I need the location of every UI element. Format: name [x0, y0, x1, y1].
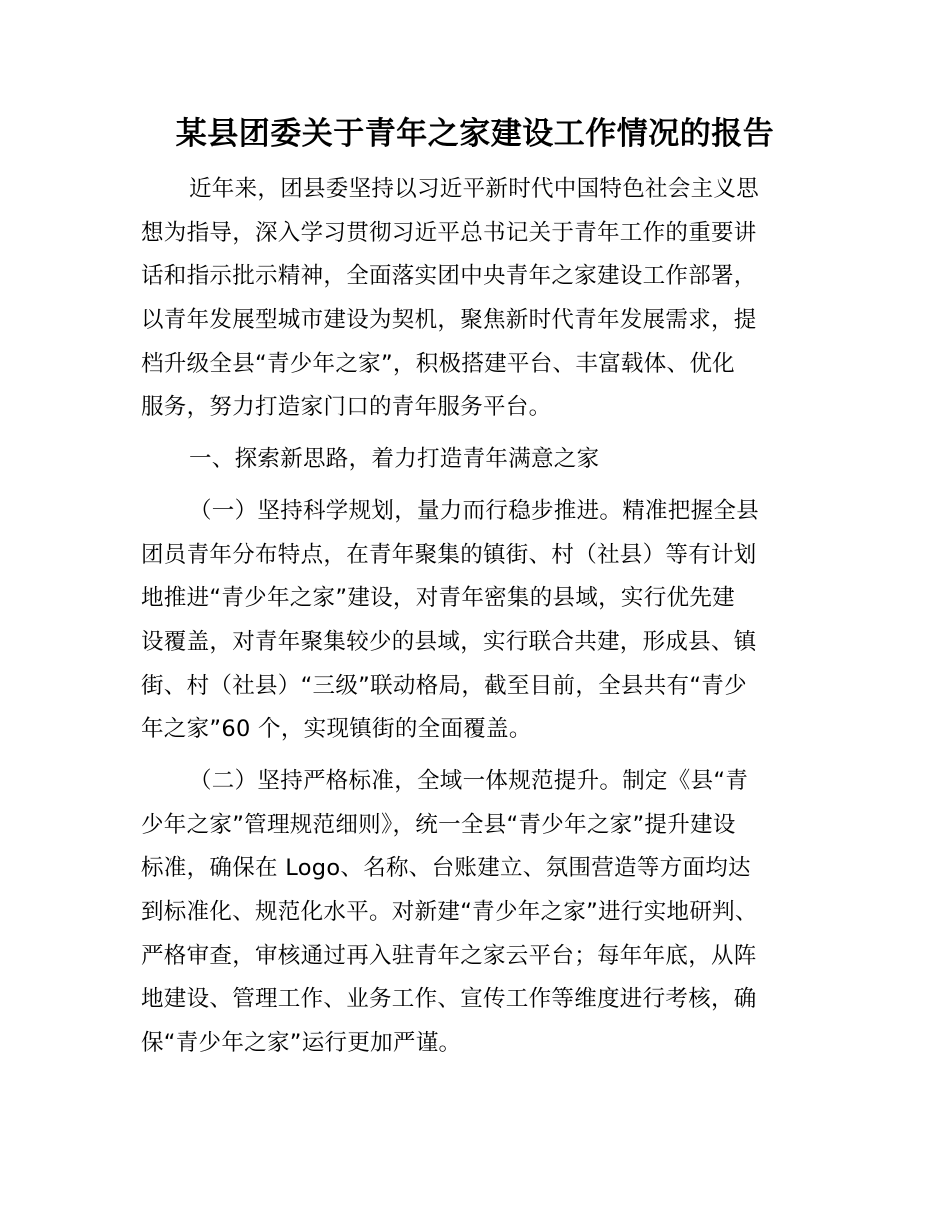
text-line: 设覆盖，对青年聚集较少的县域，实行联合共建，形成县、镇	[141, 628, 757, 655]
subsection-paragraph-2	[141, 760, 813, 1066]
section-heading	[141, 438, 813, 482]
text-line: 以青年发展型城市建设为契机，聚焦新时代青年发展需求，提	[141, 307, 757, 334]
text-line: 标准，确保在 Logo、名称、台账建立、氛围营造等方面均达	[141, 855, 751, 882]
subsection-paragraph-1	[141, 490, 813, 752]
text-line: 团员青年分布特点，在青年聚集的镇街、村（社县）等有计划	[141, 541, 757, 568]
text-line: 地建设、管理工作、业务工作、宣传工作等维度进行考核，确	[141, 986, 757, 1013]
text-line: 严格审查，审核通过再入驻青年之家云平台；每年年底，从阵	[141, 942, 757, 969]
text-line: 一、探索新思路，着力打造青年满意之家	[189, 446, 600, 473]
text-line: 街、村（社县）“三级”联动格局，截至目前，全县共有“青少	[141, 672, 747, 699]
document-title: 某县团委关于青年之家建设工作情况的报告	[175, 116, 775, 152]
text-line: 到标准化、规范化水平。对新建“青少年之家”进行实地研判、	[141, 899, 758, 925]
text-line: 服务，努力打造家门口的青年服务平台。	[141, 394, 552, 421]
text-line: （一）坚持科学规划，量力而行稳步推进。精准把握全县	[189, 497, 760, 524]
text-line: 想为指导，深入学习贯彻习近平总书记关于青年工作的重要讲	[141, 219, 757, 246]
text-line: 话和指示批示精神，全面落实团中央青年之家建设工作部署，	[141, 263, 757, 290]
text-line: 年之家”60 个，实现镇街的全面覆盖。	[141, 716, 532, 743]
text-line: 地推进“青少年之家”建设，对青年密集的县域，实行优先建	[141, 585, 735, 612]
text-line: 档升级全县“青少年之家”，积极搭建平台、丰富载体、优化	[141, 350, 735, 377]
text-line: 少年之家”管理规范细则》，统一全县“青少年之家”提升建设	[141, 811, 736, 838]
text-line: （二）坚持严格标准，全域一体规范提升。制定《县“青	[189, 767, 749, 794]
text-line: 保“青少年之家”运行更加严谨。	[141, 1030, 462, 1057]
document-body	[141, 168, 813, 1066]
text-line: 近年来，团县委坚持以习近平新时代中国特色社会主义思	[189, 176, 760, 202]
intro-paragraph	[141, 168, 813, 430]
